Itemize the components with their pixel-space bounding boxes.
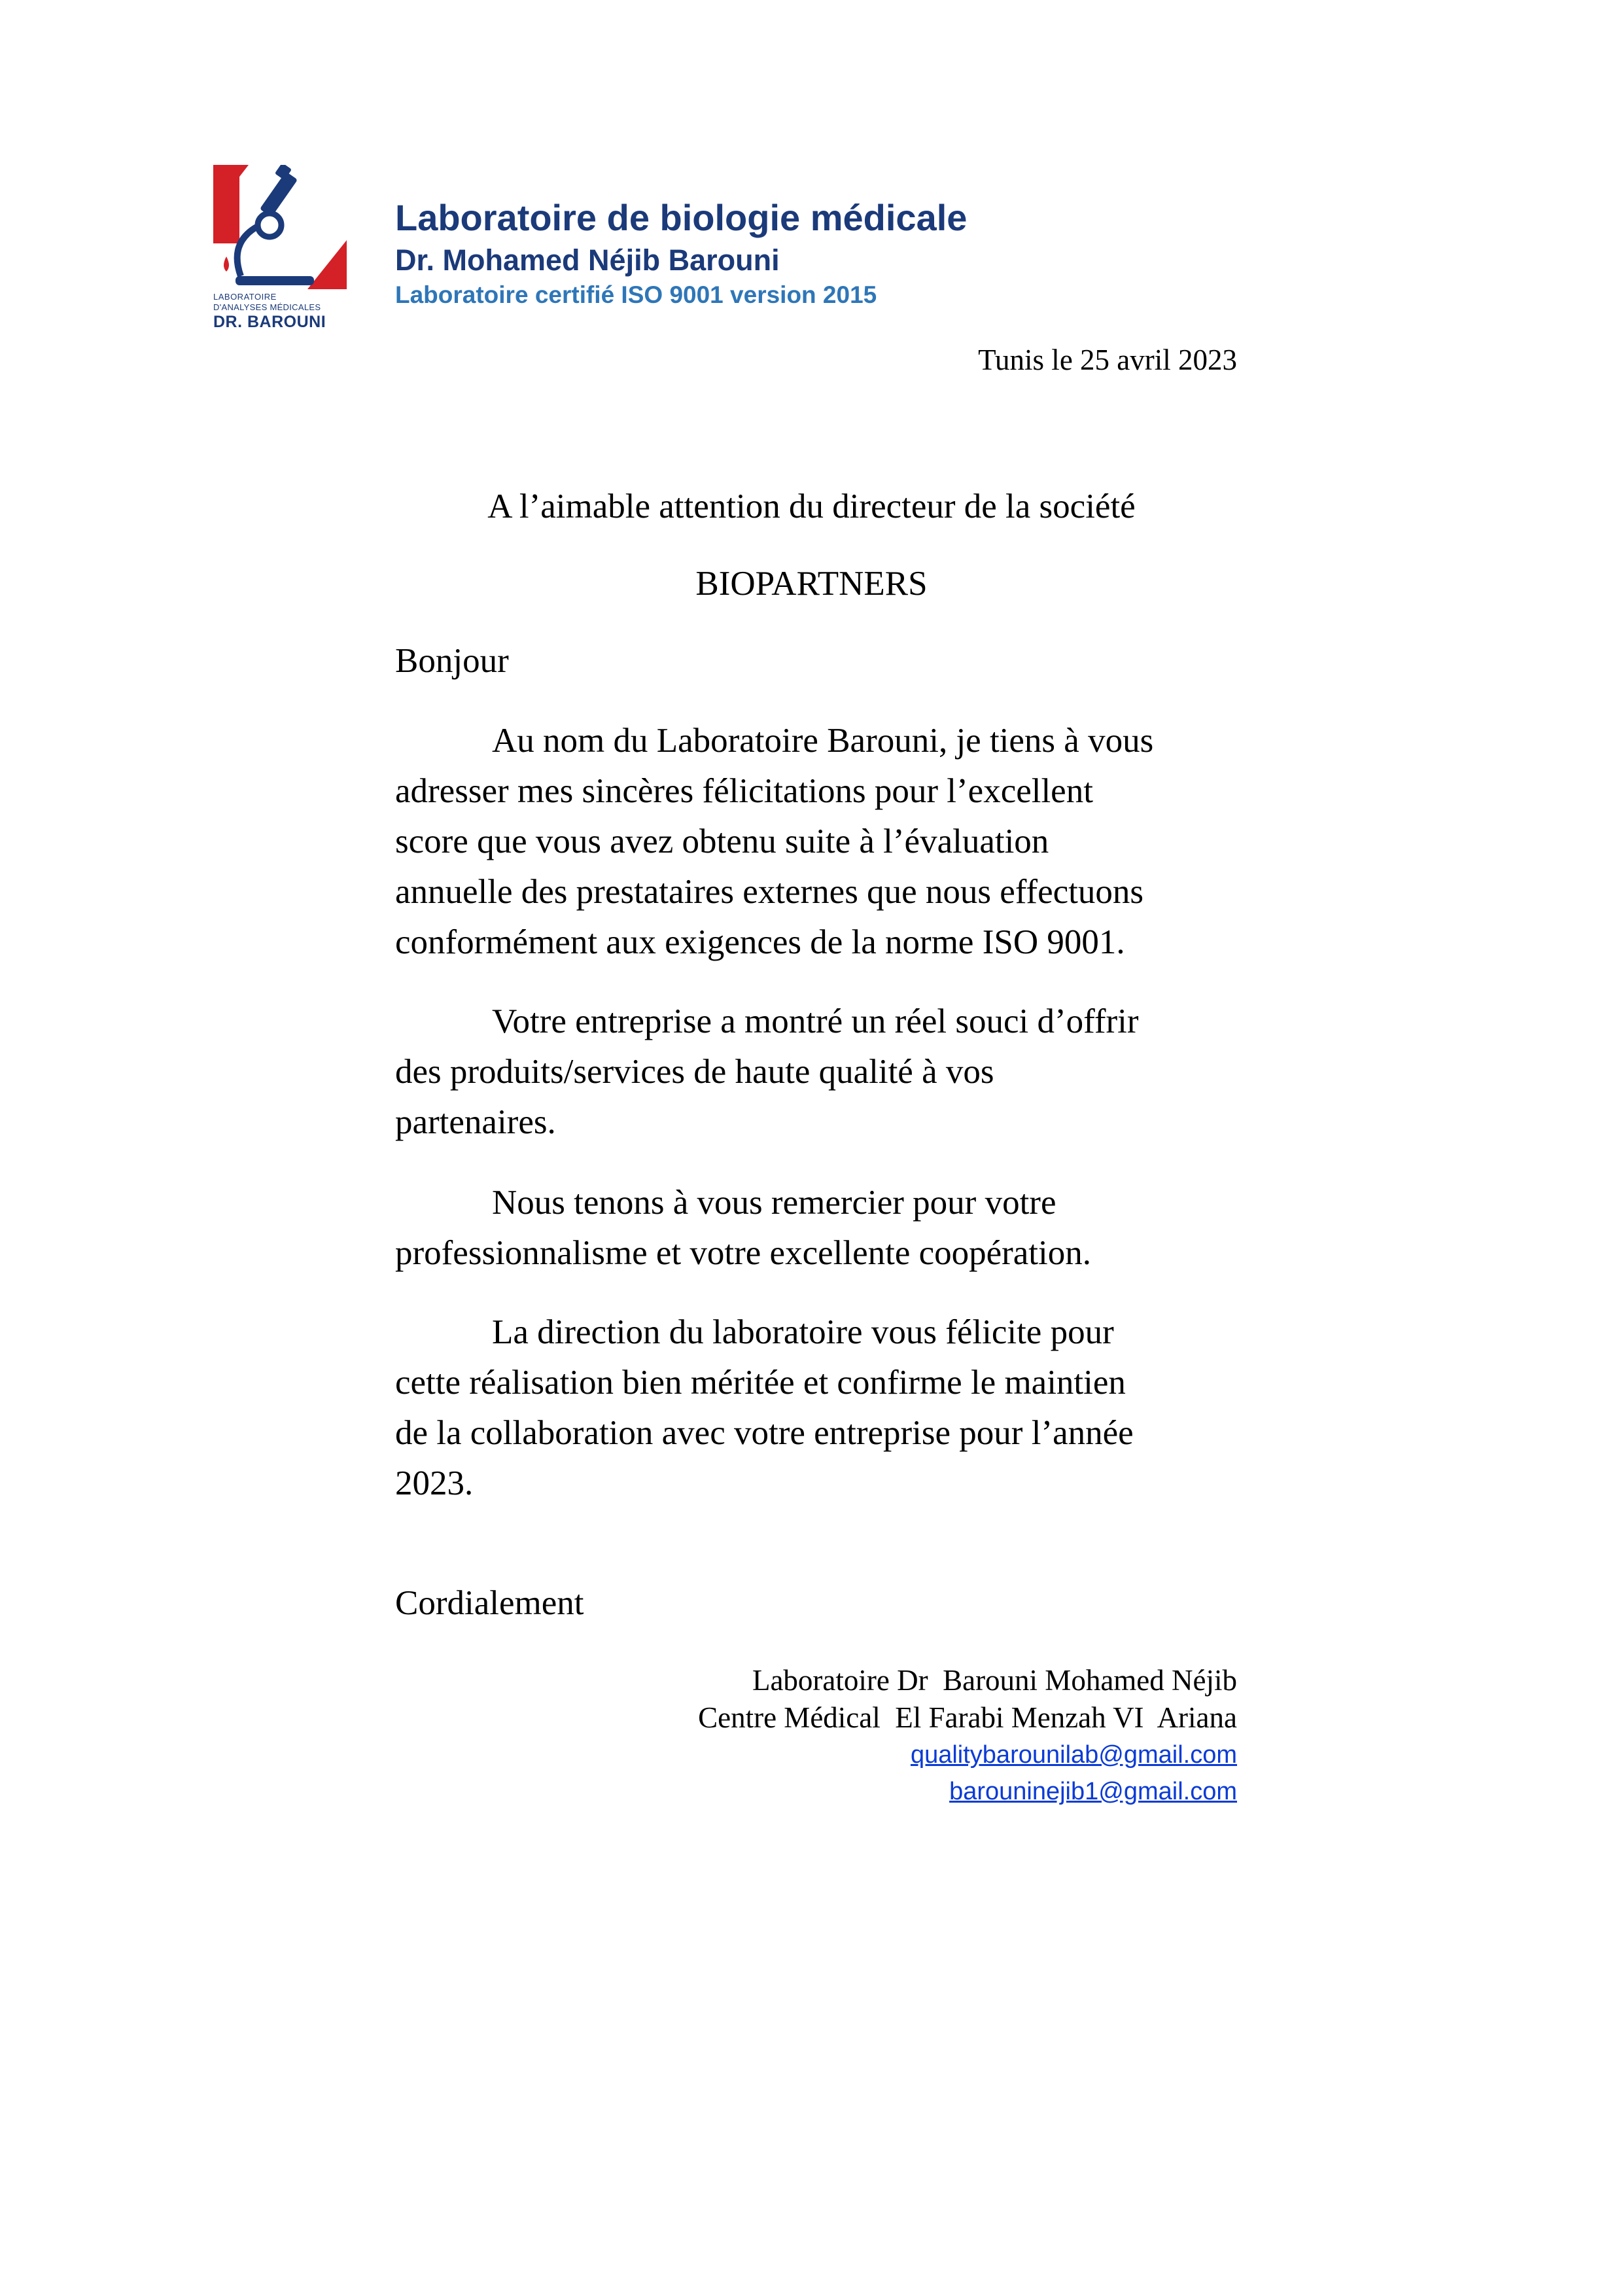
letterhead-certification: Laboratoire certifié ISO 9001 version 2015 — [395, 281, 877, 308]
paragraph-line: adresser mes sincères félicitations pour l’excellent — [395, 772, 1093, 810]
paragraph-2 — [395, 997, 1246, 1148]
paragraph-line: partenaires. — [395, 1103, 556, 1141]
signature-block — [698, 1662, 1237, 1810]
closing: Cordialement — [395, 1584, 584, 1622]
letterhead-title: Laboratoire de biologie médicale — [395, 197, 968, 238]
paragraph-line: score que vous avez obtenu suite à l’évaluation — [395, 822, 1049, 860]
paragraph-line: des produits/services de haute qualité à vos — [395, 1053, 994, 1091]
microscope-icon — [209, 165, 347, 292]
paragraph-line: Nous tenons à vous remercier pour votre — [492, 1184, 1056, 1222]
letterhead-doctor-name: Dr. Mohamed Néjib Barouni — [395, 243, 780, 277]
paragraph-line: La direction du laboratoire vous félicite pour — [492, 1313, 1114, 1351]
lab-logo — [209, 165, 347, 336]
logo-text-line2: D'ANALYSES MÉDICALES — [213, 302, 321, 312]
greeting: Bonjour — [395, 642, 509, 680]
paragraph-line: Au nom du Laboratoire Barouni, je tiens à vous — [492, 722, 1154, 760]
email-link-barouni[interactable]: barouninejib1@gmail.com — [949, 1778, 1237, 1805]
email-link-quality[interactable]: qualitybarounilab@gmail.com — [910, 1741, 1237, 1769]
recipient-line: A l’aimable attention du directeur de la société — [487, 487, 1136, 525]
paragraph-1 — [395, 716, 1246, 968]
signature-address: Centre Médical El Farabi Menzah VI Ariana — [698, 1701, 1237, 1734]
paragraph-line: de la collaboration avec votre entreprise pour l’année — [395, 1414, 1134, 1452]
paragraph-line: 2023. — [395, 1464, 474, 1502]
signature-lab-name: Laboratoire Dr Barouni Mohamed Néjib — [752, 1664, 1237, 1697]
paragraph-line: professionnalisme et votre excellente coopération. — [395, 1234, 1092, 1272]
paragraph-line: annuelle des prestataires externes que nous effectuons — [395, 873, 1143, 911]
paragraph-line: Votre entreprise a montré un réel souci d’offrir — [492, 1002, 1139, 1040]
logo-text-line1: LABORATOIRE — [213, 292, 277, 302]
letter-date: Tunis le 25 avril 2023 — [978, 344, 1237, 376]
paragraph-3 — [395, 1178, 1246, 1279]
recipient-company: BIOPARTNERS — [695, 565, 928, 603]
paragraph-line: cette réalisation bien méritée et confirme le maintien — [395, 1364, 1126, 1402]
logo-text-line3: DR. BAROUNI — [213, 313, 326, 331]
paragraph-4 — [395, 1307, 1246, 1509]
paragraph-line: conformément aux exigences de la norme ISO 9001. — [395, 923, 1125, 961]
